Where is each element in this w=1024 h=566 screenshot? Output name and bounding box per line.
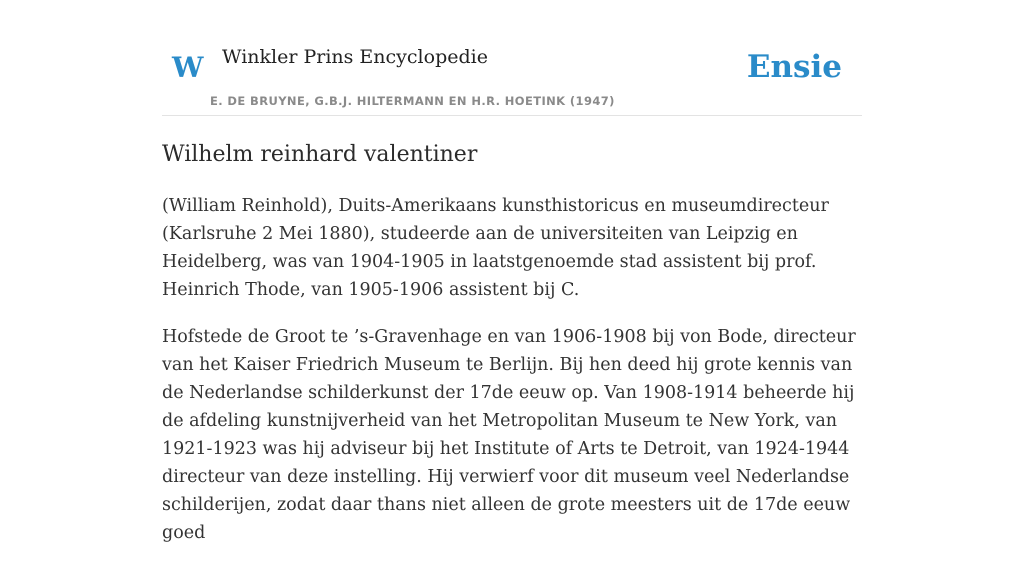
article-title: Wilhelm reinhard valentiner xyxy=(162,142,478,167)
article-paragraph: (William Reinhold), Duits-Amerikaans kunsthistoricus en museumdirecteur (Karlsruhe 2 Mei 1880), studeerde aan de universiteiten van Leipzig en Heidelberg, was van 1904-1905 in laatstgenoemde stad assistent bij prof. Heinrich Thode, van 1905-1906 assistent bij C. xyxy=(162,196,829,300)
source-title[interactable]: Winkler Prins Encyclopedie xyxy=(222,46,488,68)
source-logo-icon[interactable]: W xyxy=(172,51,204,84)
brand-logo[interactable]: Ensie xyxy=(746,49,842,85)
article xyxy=(162,140,862,566)
source-header xyxy=(162,38,862,116)
article-body xyxy=(162,192,862,547)
source-authors: E. DE BRUYNE, G.B.J. HILTERMANN EN H.R. HOETINK (1947) xyxy=(210,94,615,108)
article-paragraph: Hofstede de Groot te ’s-Gravenhage en van 1906-1908 bij von Bode, directeur van het Kaiser Friedrich Museum te Berlijn. Bij hen deed hij grote kennis van de Nederlandse schilderkunst der 17de eeuw op. Van 1908-1914 beheerde hij de afdeling kunstnijverheid van het Metropolitan Museum te New York, van 1921-1923 was hij adviseur bij het Institute of Arts te Detroit, van 1924-1944 directeur van deze instelling. Hij verwierf voor dit museum veel Nederlandse schilderijen, zodat daar thans niet alleen de grote meesters uit de 17de eeuw goed xyxy=(162,327,856,543)
